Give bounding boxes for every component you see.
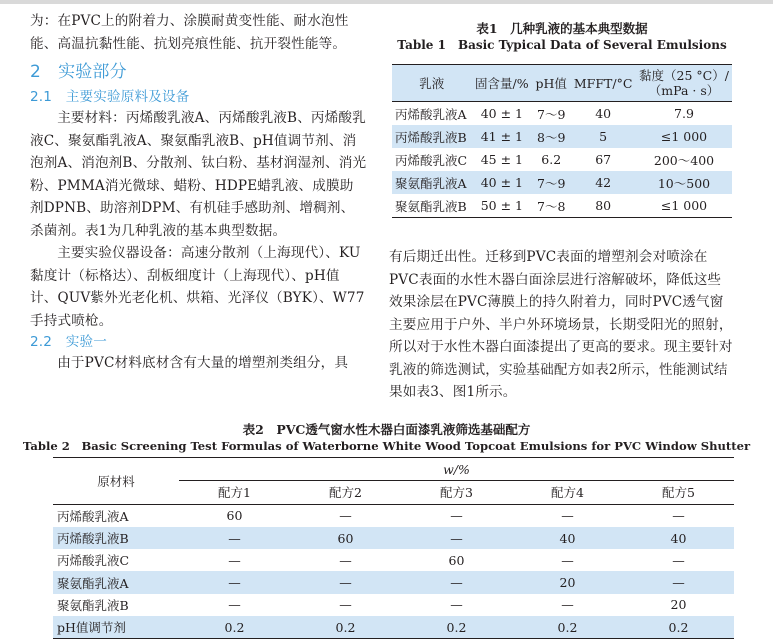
table2-caption-en: Table 2 Basic Screening Test Formulas of Waterborne White Wood Topcoat Emulsions for PVC Window Shutter xyxy=(22,439,751,453)
table-cell: — xyxy=(561,508,574,524)
table-cell: — xyxy=(561,597,574,613)
table-cell: 42 xyxy=(595,175,612,190)
table1 xyxy=(392,64,732,218)
table-cell: 40 xyxy=(595,106,612,121)
table2-header-unit: w/% xyxy=(179,458,734,481)
table-cell: 8～9 xyxy=(537,129,566,145)
table-cell: 丙烯酸乳液A xyxy=(395,106,467,122)
table2-header-formula: 配方4 xyxy=(512,481,623,504)
table-cell: 67 xyxy=(595,152,612,167)
table1-caption-cn: 表1 几种乳液的基本典型数据 xyxy=(476,21,648,36)
table1-header: pH值 xyxy=(532,65,570,102)
table-cell: 聚氨酯乳液B xyxy=(57,597,129,613)
table-cell: — xyxy=(672,508,685,524)
table-cell: 丙烯酸乳液B xyxy=(57,531,129,547)
table-cell: 聚氨酯乳液B xyxy=(392,194,472,218)
table-cell: — xyxy=(339,575,352,591)
table1-header-row xyxy=(392,65,732,102)
table-cell: 0.2 xyxy=(623,616,734,639)
table1-caption-en: Table 1 Basic Typical Data of Several Emulsions xyxy=(397,38,727,52)
table-cell: — xyxy=(450,530,463,546)
table-cell: 40 xyxy=(559,530,576,546)
table-row xyxy=(53,571,734,593)
paragraph-intro-tail: 为：在PVC上的附着力、涂膜耐黄变性能、耐水泡性能、高温抗黏性能、抗划亮痕性能、抗开裂性能等。 xyxy=(30,13,349,52)
table-cell: 60 xyxy=(226,508,243,524)
table-row xyxy=(392,102,732,126)
table-cell: 45 ± 1 xyxy=(480,152,523,167)
table-cell: — xyxy=(228,575,241,591)
section-title: 2 实验部分 xyxy=(30,62,127,82)
table-cell: 200～400 xyxy=(653,152,715,168)
table-cell: 7～9 xyxy=(537,175,566,191)
table-cell: 0.2 xyxy=(290,616,401,639)
paragraph-equipment: 主要实验仪器设备：高速分散剂（上海现代）、KU黏度计（标格达）、刮板细度计（上海现代）、pH值计、QUV紫外光老化机、烘箱、光泽仪（BYK）、W77手持式喷枪。 xyxy=(30,245,365,329)
table-cell: — xyxy=(450,597,463,613)
table-cell: — xyxy=(228,597,241,613)
table-cell: 丙烯酸乳液C xyxy=(57,553,130,569)
table1-header: 黏度（25 °C）/（mPa · s） xyxy=(636,65,732,102)
table-row xyxy=(53,594,734,616)
table-cell: ≤1 000 xyxy=(636,194,732,218)
paragraph-experiment-start: 由于PVC材料底材含有大量的增塑剂类组分，具 xyxy=(57,355,349,371)
table-cell: 7～8 xyxy=(532,194,570,218)
table-cell: 7～9 xyxy=(537,106,566,122)
table2-header-formula: 配方1 xyxy=(179,481,290,504)
left-column xyxy=(30,10,367,375)
table-cell: — xyxy=(450,508,463,524)
table-cell: 0.2 xyxy=(512,616,623,639)
table-cell: 41 ± 1 xyxy=(480,129,523,144)
table1-caption xyxy=(392,20,732,54)
table2-caption xyxy=(20,421,753,455)
table1-header: MFFT/°C xyxy=(570,65,636,102)
table-cell: ≤1 000 xyxy=(660,129,708,144)
table-cell: 丙烯酸乳液A xyxy=(57,508,129,524)
header-rule xyxy=(0,0,773,4)
table-cell: 60 xyxy=(337,530,354,546)
table-row xyxy=(392,171,732,194)
table-cell: — xyxy=(228,552,241,568)
table2-caption-cn: 表2 PVC透气窗水性木器白面漆乳液筛选基础配方 xyxy=(242,422,531,437)
table-row xyxy=(53,549,734,571)
table-cell: 10～500 xyxy=(657,175,711,191)
table2-header-row xyxy=(53,458,734,481)
table-cell: 20 xyxy=(559,575,576,591)
table-cell: — xyxy=(561,552,574,568)
table-row xyxy=(53,527,734,549)
table2-header-formula: 配方3 xyxy=(401,481,512,504)
table2-header-formula: 配方5 xyxy=(623,481,734,504)
table-cell: pH值调节剂 xyxy=(53,616,179,639)
subsection-2-2-title: 2.2 实验一 xyxy=(30,334,108,350)
table-cell: 50 ± 1 xyxy=(472,194,533,218)
table-cell: — xyxy=(339,597,352,613)
table-cell: 0.2 xyxy=(179,616,290,639)
table-cell: 丙烯酸乳液B xyxy=(395,129,467,145)
table-cell: 40 xyxy=(670,530,687,546)
table-cell: 聚氨酯乳液A xyxy=(395,175,467,191)
subsection-2-1-title: 2.1 主要实验原料及设备 xyxy=(30,89,190,105)
table2-header-material: 原材料 xyxy=(53,458,179,505)
table-row xyxy=(392,194,732,218)
table-cell: 20 xyxy=(670,597,687,613)
table-cell: — xyxy=(672,575,685,591)
table-row xyxy=(53,504,734,527)
table-cell: 80 xyxy=(570,194,636,218)
paragraph-experiment-cont: 有后期迁出性。迁移到PVC表面的增塑剂会对喷涂在PVC表面的水性木器白面涂层进行溶解破坏，降低这些效果涂层在PVC薄膜上的持久附着力，同时PVC透气窗主要应用于户外、半户外环境场景，长期受阳光的照射，所以对于水性木器白面漆提出了更高的要求。现主要针对乳液的筛选测试，实验基础配方如表2所示，性能测试结果如表3、图1所示。 xyxy=(389,249,733,400)
table-cell: 丙烯酸乳液C xyxy=(395,152,468,168)
table-cell: 7.9 xyxy=(674,106,694,121)
table-cell: 聚氨酯乳液A xyxy=(57,575,129,591)
table-cell: 5 xyxy=(599,129,608,144)
table-cell: — xyxy=(339,508,352,524)
table2-header-formula: 配方2 xyxy=(290,481,401,504)
table-cell: 0.2 xyxy=(401,616,512,639)
table2 xyxy=(53,457,734,639)
paragraph-materials: 主要材料：丙烯酸乳液A、丙烯酸乳液B、丙烯酸乳液C、聚氨酯乳液A、聚氨酯乳液B、pH值调节剂、消泡剂A、消泡剂B、分散剂、钛白粉、基材润湿剂、消光粉、PMMA消光微球、蜡粉、HDPE蜡乳液、成膜助剂DPNB、助溶剂DPM、有机硅手感助剂、增稠剂、杀菌剂。表1为几种乳液的基本典型数据。 xyxy=(30,110,367,239)
table-cell: — xyxy=(228,530,241,546)
table-cell: 60 xyxy=(448,552,465,568)
table1-header: 乳液 xyxy=(392,65,472,102)
table-row xyxy=(392,148,732,171)
right-column xyxy=(389,246,734,404)
table-cell: 40 ± 1 xyxy=(480,106,523,121)
table-cell: — xyxy=(672,552,685,568)
table-cell: — xyxy=(450,575,463,591)
table-cell: 40 ± 1 xyxy=(480,175,523,190)
table1-header: 固含量/% xyxy=(472,65,533,102)
table-row xyxy=(392,125,732,148)
table-row xyxy=(53,616,734,639)
table-cell: 6.2 xyxy=(541,152,562,167)
table-cell: — xyxy=(339,552,352,568)
